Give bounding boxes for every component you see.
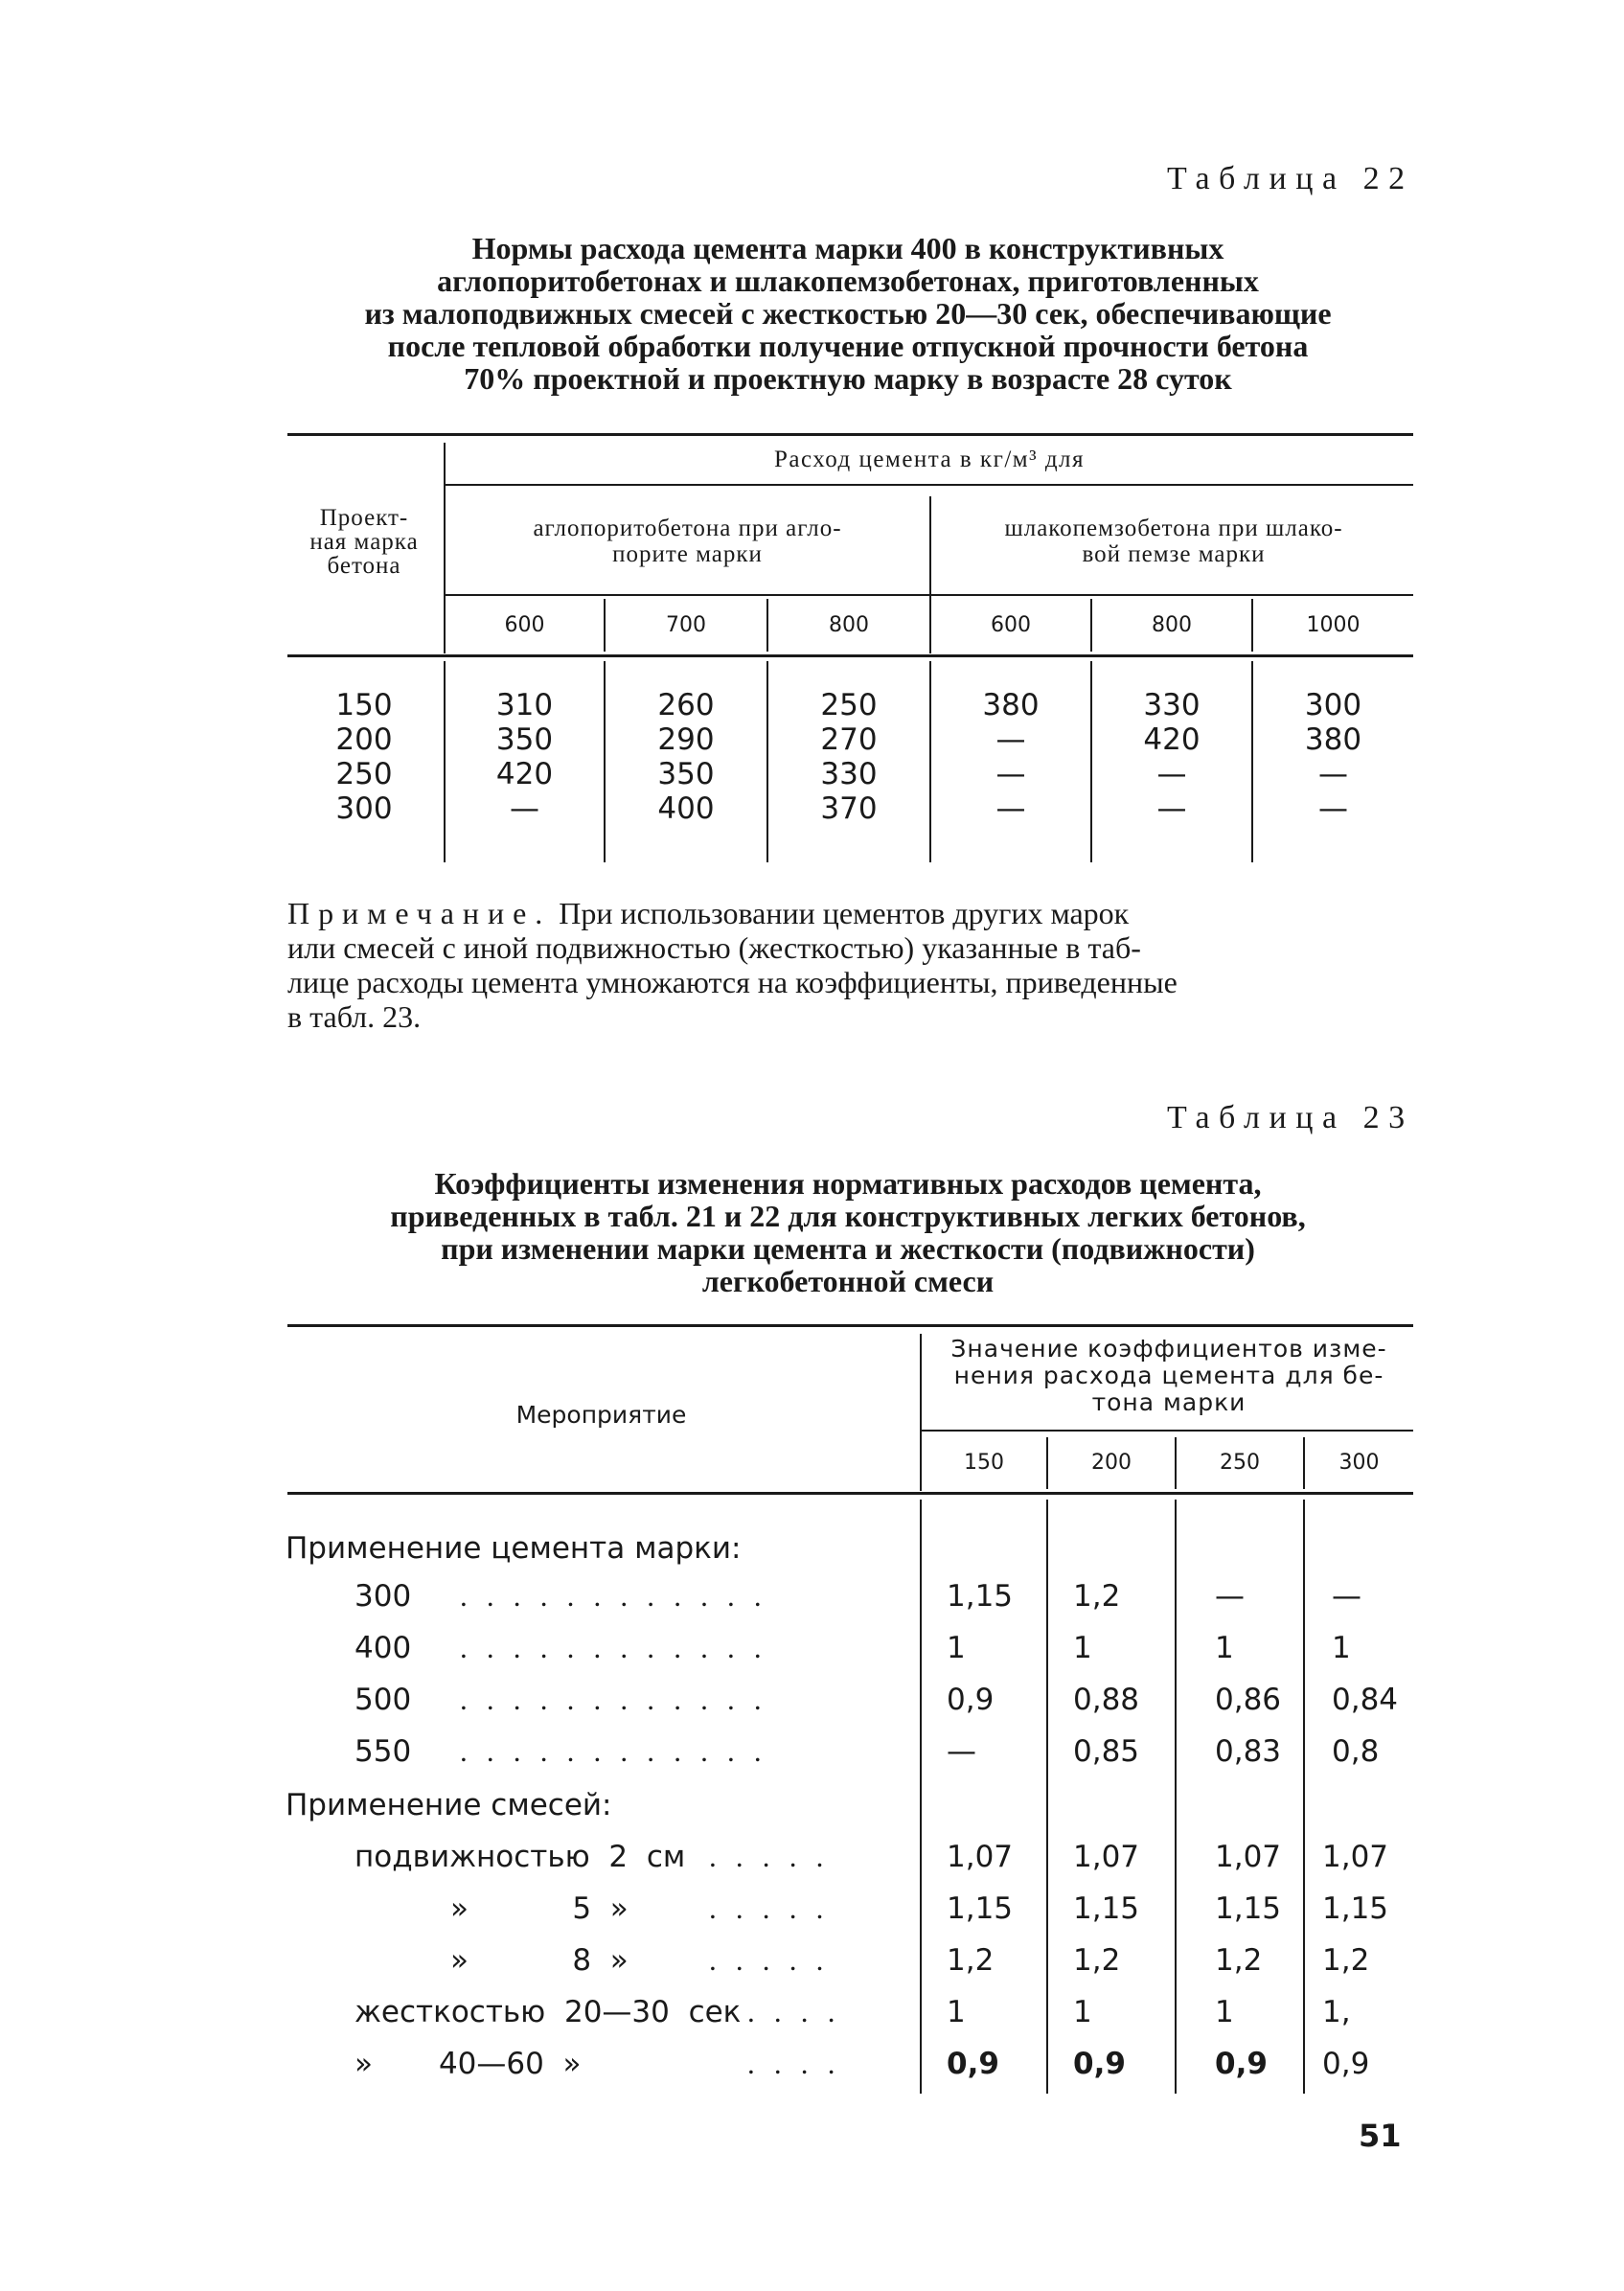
row-label: подвижностью 2 см bbox=[355, 1840, 686, 1874]
table-row bbox=[287, 1891, 1413, 1943]
header-line: порите марки bbox=[612, 541, 763, 567]
table-row bbox=[287, 1683, 1413, 1734]
table22-label: Таблица 22 bbox=[1167, 161, 1414, 196]
value-cell: 1,07 bbox=[1073, 1840, 1140, 1874]
table22-title-line: Нормы расхода цемента марки 400 в конструктивных bbox=[471, 231, 1224, 265]
table22-top-rule bbox=[287, 433, 1413, 436]
table22-subcol: 800 bbox=[1152, 613, 1192, 637]
value-cell: — bbox=[1318, 757, 1348, 791]
value-cell: 330 bbox=[1143, 688, 1201, 722]
row-label: 300 bbox=[355, 1579, 412, 1614]
header-line: Проект- bbox=[319, 505, 409, 531]
note-line: или смесей с иной подвижностью (жесткостью) указанные в таб- bbox=[287, 930, 1141, 965]
table22-header-shlako bbox=[934, 515, 1413, 567]
row-dots: . . . . . . . . . . . . bbox=[460, 1734, 767, 1768]
table23-subcol: 300 bbox=[1338, 1451, 1380, 1475]
value-cell: 0,9 bbox=[947, 1683, 995, 1717]
row-dots: . . . . bbox=[747, 1995, 841, 2028]
value-cell: 260 bbox=[657, 688, 715, 722]
table-row bbox=[287, 2047, 1413, 2098]
table23-rows-mixes bbox=[287, 1840, 1413, 2098]
table-row bbox=[287, 1943, 1413, 1995]
table23-section-mixes: Применение смесей: bbox=[286, 1788, 612, 1822]
value-cell: 310 bbox=[495, 688, 554, 722]
value-cell: 250 bbox=[820, 688, 878, 722]
grade-cell: 300 bbox=[335, 791, 393, 826]
row-label: жесткостью 20—30 сек bbox=[355, 1995, 742, 2029]
value-cell: 1,15 bbox=[1322, 1891, 1389, 1926]
value-cell: — bbox=[947, 1734, 976, 1769]
note-line: При использовании цементов других марок bbox=[551, 896, 1130, 930]
value-cell: 1 bbox=[947, 1631, 966, 1665]
table23-title-line: при изменении марки цемента и жесткости (подвижности) bbox=[441, 1231, 1255, 1266]
value-cell: 0,9 bbox=[1215, 2047, 1268, 2081]
row-dots: . . . . . bbox=[709, 1840, 830, 1873]
value-cell: — bbox=[1318, 791, 1348, 826]
value-cell: 1,2 bbox=[1215, 1943, 1263, 1978]
value-cell: 0,9 bbox=[1322, 2047, 1370, 2081]
value-cell: 1,2 bbox=[1073, 1579, 1121, 1614]
value-cell: 420 bbox=[1143, 722, 1201, 757]
note-label: Примечание. bbox=[287, 896, 552, 930]
table22-col bbox=[1253, 688, 1413, 826]
value-cell: — bbox=[510, 791, 539, 826]
header-line: шлакопемзобетона при шлако- bbox=[1004, 515, 1343, 541]
value-cell: — bbox=[995, 757, 1026, 791]
note bbox=[287, 896, 1418, 1034]
value-cell: 370 bbox=[820, 791, 878, 826]
header-line: ная марка bbox=[309, 529, 419, 555]
note-line: лице расходы цемента умножаются на коэффициенты, приведенные bbox=[287, 965, 1178, 999]
row-label: » 5 » bbox=[450, 1891, 629, 1926]
table22-head-bottom-rule bbox=[287, 654, 1413, 657]
value-cell: 1,15 bbox=[1215, 1891, 1282, 1926]
value-cell: 1,2 bbox=[1073, 1943, 1121, 1978]
value-cell: 1 bbox=[1073, 1631, 1092, 1665]
header-line: аглопоритобетона при агло- bbox=[533, 515, 842, 541]
value-cell: 1 bbox=[1215, 1995, 1234, 2029]
header-line: Значение коэффициентов изме- bbox=[950, 1335, 1387, 1363]
table22-subcol: 600 bbox=[504, 613, 545, 637]
table23-title-line: приведенных в табл. 21 и 22 для конструктивных легких бетонов, bbox=[390, 1199, 1306, 1233]
value-cell: 1 bbox=[1332, 1631, 1351, 1665]
row-label: » 8 » bbox=[450, 1943, 629, 1978]
table23-title-line: легкобетонной смеси bbox=[701, 1264, 995, 1298]
row-dots: . . . . . . . . . . . . bbox=[460, 1631, 767, 1664]
table22-col bbox=[446, 688, 604, 826]
table-row bbox=[287, 1995, 1413, 2047]
value-cell: 1 bbox=[1215, 1631, 1234, 1665]
value-cell: 0,83 bbox=[1215, 1734, 1282, 1769]
value-cell: 420 bbox=[495, 757, 554, 791]
value-cell: 1,2 bbox=[947, 1943, 995, 1978]
header-line: нения расхода цемента для бе- bbox=[953, 1362, 1384, 1389]
table22-header-grade bbox=[287, 506, 441, 578]
header-line: бетона bbox=[327, 553, 401, 579]
header-line: вой пемзе марки bbox=[1082, 541, 1266, 567]
value-cell: 1,07 bbox=[1322, 1840, 1389, 1874]
table23-subcol: 200 bbox=[1091, 1451, 1132, 1475]
value-cell: 1,07 bbox=[947, 1840, 1014, 1874]
row-label: » 40—60 » bbox=[355, 2047, 582, 2081]
value-cell: — bbox=[1215, 1579, 1245, 1614]
table22-subcol: 800 bbox=[829, 613, 869, 637]
table22-header-rule bbox=[446, 484, 1413, 486]
value-cell: 300 bbox=[1304, 688, 1362, 722]
table-row bbox=[287, 1579, 1413, 1631]
value-cell: 1, bbox=[1322, 1995, 1351, 2029]
table22-subcol: 700 bbox=[666, 613, 706, 637]
table22-title-line: 70% проектной и проектную марку в возрасте 28 суток bbox=[464, 361, 1232, 396]
table23-header-measure: Мероприятие bbox=[515, 1401, 687, 1429]
value-cell: 380 bbox=[1304, 722, 1362, 757]
table22-title-line: из малоподвижных смесей с жесткостью 20—30 сек, обеспечивающие bbox=[364, 296, 1332, 331]
table23-title bbox=[278, 1167, 1418, 1297]
table-row bbox=[287, 1734, 1413, 1786]
table22-header-consumption: Расход цемента в кг/м³ для bbox=[773, 447, 1086, 472]
header-line: тона марки bbox=[1091, 1388, 1247, 1416]
table22-subcol: 1000 bbox=[1306, 613, 1361, 637]
value-cell: 0,86 bbox=[1215, 1683, 1282, 1717]
value-cell: 0,9 bbox=[947, 2047, 999, 2081]
row-dots: . . . . . . . . . . . . bbox=[460, 1683, 767, 1716]
table22-header-aglo bbox=[450, 515, 925, 567]
table23-head-bottom-rule bbox=[287, 1492, 1413, 1495]
table22-subcol: 600 bbox=[991, 613, 1031, 637]
table22-title-line: после тепловой обработки получение отпускной прочности бетона bbox=[387, 329, 1309, 363]
value-cell: 350 bbox=[495, 722, 554, 757]
grade-cell: 200 bbox=[335, 722, 393, 757]
grade-cell: 150 bbox=[335, 688, 393, 722]
value-cell: — bbox=[1156, 757, 1187, 791]
page-number: 51 bbox=[1359, 2118, 1402, 2154]
value-cell: 0,88 bbox=[1073, 1683, 1140, 1717]
table23-subcol: 150 bbox=[964, 1451, 1004, 1475]
value-cell: 0,8 bbox=[1332, 1734, 1380, 1769]
value-cell: 1,2 bbox=[1322, 1943, 1370, 1978]
table23-section-cement: Применение цемента марки: bbox=[286, 1531, 742, 1566]
value-cell: 1,15 bbox=[947, 1579, 1014, 1614]
table22-col bbox=[931, 688, 1090, 826]
value-cell: 270 bbox=[820, 722, 878, 757]
row-label: 550 bbox=[355, 1734, 412, 1769]
row-dots: . . . . . bbox=[709, 1943, 830, 1977]
table23-rows-cement bbox=[287, 1579, 1413, 1786]
value-cell: 1,15 bbox=[947, 1891, 1014, 1926]
table23-label: Таблица 23 bbox=[1167, 1100, 1414, 1135]
note-line: в табл. 23. bbox=[287, 999, 422, 1034]
value-cell: 1,07 bbox=[1215, 1840, 1282, 1874]
table23-header-rule bbox=[922, 1430, 1413, 1432]
value-cell: 290 bbox=[657, 722, 715, 757]
table22-col bbox=[768, 688, 929, 826]
value-cell: 1 bbox=[947, 1995, 966, 2029]
row-label: 400 bbox=[355, 1631, 412, 1665]
value-cell: — bbox=[995, 722, 1026, 757]
grade-cell: 250 bbox=[335, 757, 393, 791]
value-cell: 0,9 bbox=[1073, 2047, 1126, 2081]
table22-grades bbox=[316, 688, 412, 826]
value-cell: 330 bbox=[820, 757, 878, 791]
value-cell: 350 bbox=[657, 757, 715, 791]
table23-header-coef bbox=[925, 1336, 1413, 1416]
table22-title bbox=[278, 232, 1418, 395]
value-cell: 1 bbox=[1073, 1995, 1092, 2029]
table22-col bbox=[1092, 688, 1251, 826]
table22-col bbox=[606, 688, 766, 826]
table23-title-line: Коэффициенты изменения нормативных расходов цемента, bbox=[434, 1166, 1262, 1201]
row-label: 500 bbox=[355, 1683, 412, 1717]
table-row bbox=[287, 1840, 1413, 1891]
table-row bbox=[287, 1631, 1413, 1683]
value-cell: 0,84 bbox=[1332, 1683, 1399, 1717]
value-cell: 400 bbox=[657, 791, 715, 826]
table22-title-line: аглопоритобетонах и шлакопемзобетонах, приготовленных bbox=[437, 263, 1259, 298]
value-cell: — bbox=[1156, 791, 1187, 826]
row-dots: . . . . . bbox=[709, 1891, 830, 1925]
value-cell: — bbox=[1332, 1579, 1361, 1614]
table23-subcol: 250 bbox=[1220, 1451, 1260, 1475]
value-cell: 380 bbox=[982, 688, 1040, 722]
row-dots: . . . . . . . . . . . . bbox=[460, 1579, 767, 1613]
table23-top-rule bbox=[287, 1324, 1413, 1327]
value-cell: 0,85 bbox=[1073, 1734, 1140, 1769]
value-cell: — bbox=[995, 791, 1026, 826]
value-cell: 1,15 bbox=[1073, 1891, 1140, 1926]
row-dots: . . . . bbox=[747, 2047, 841, 2080]
